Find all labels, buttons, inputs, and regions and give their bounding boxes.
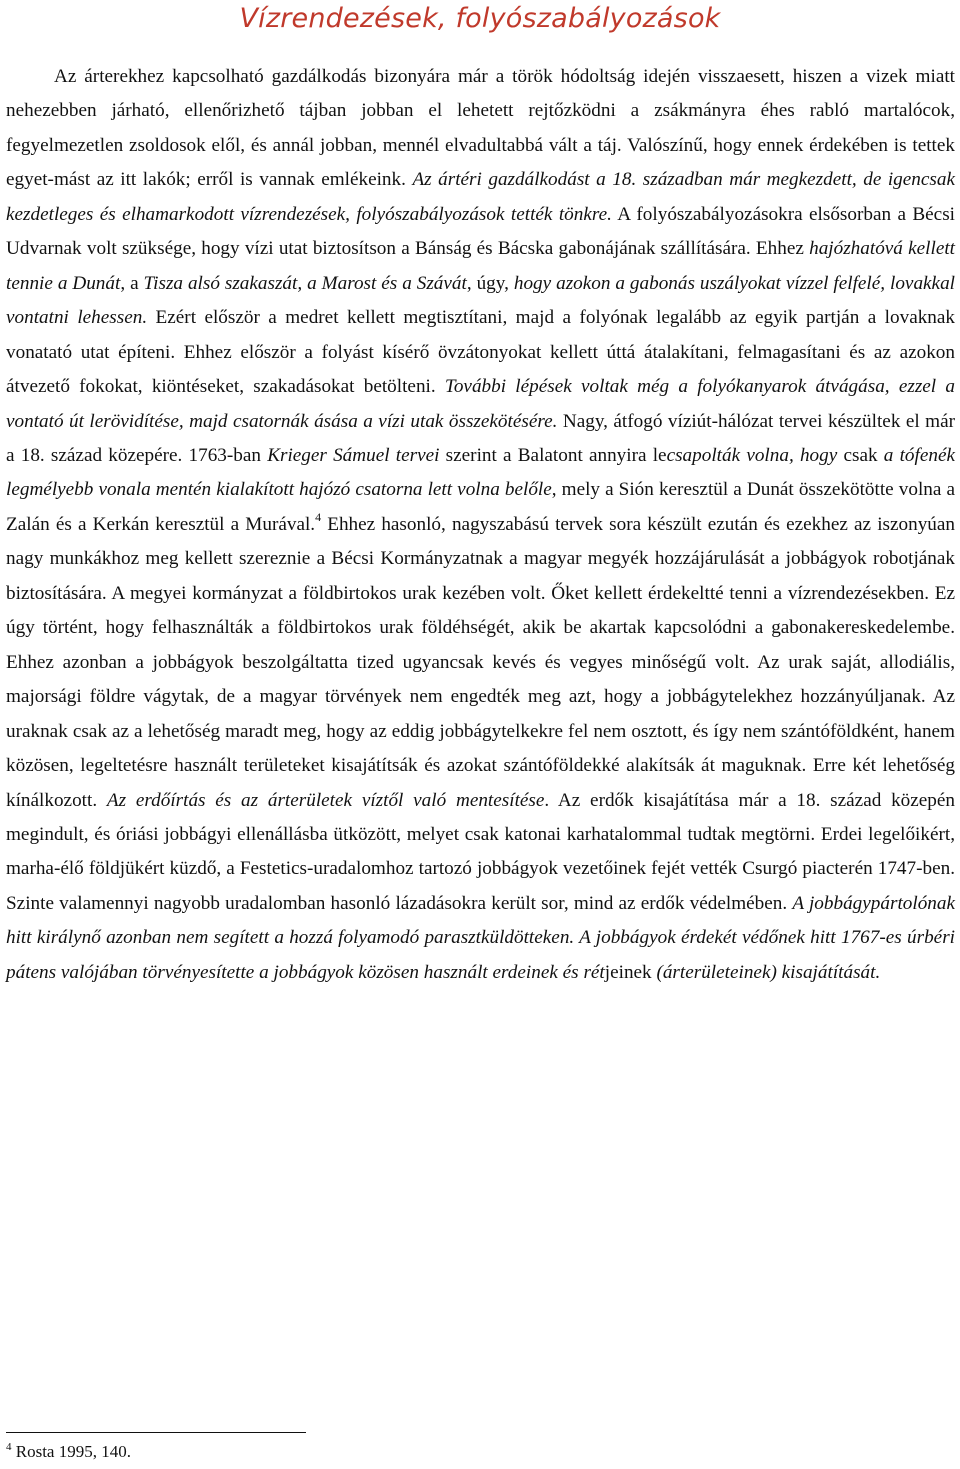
text-segment: jeinek xyxy=(604,961,657,983)
text-segment: Ezért először a medret kellett megtisztítani, majd a folyónak legalább az egyik partján a lovaknak vonatató utat építeni. Ehhez először a folyást kísérő övzátonyokat kellett úttá átalakítani, felmagasítani és az azokon átvezető fokokat, kiöntéseket, szakadásokat betölteni. xyxy=(6,307,956,398)
italic-segment: Krieger Sámuel tervei xyxy=(267,444,440,466)
text-segment: . Az erdők kisajátítása már a 18. század közepén megindult, és óriási jobbágyi ellenállásba ütközött, melyet csak katonai karhatalommal tudtak megtörni. Erdei legelőikért, marha-élő földjükért küzdő, a Festetics-uradalomhoz tartozó jobbágyok vezetőinek fejét vették Csurgó piacterén 1747-ben. Szinte valamennyi nagyobb uradalomban hasonló lázadásokra került sor, mind az erdők védelmében. xyxy=(6,789,955,914)
italic-segment: hogy azokon a gabonás uszályokat vízzel felfelé, lovakkal vontatni lehessen. xyxy=(6,272,955,329)
italic-segment: Tisza alsó szakaszát, a Marost és a Szávát xyxy=(143,272,467,294)
text-segment: , mely a Sión keresztül a Dunát összekötötte volna a Zalán és a Kerkán keresztül a Murával. xyxy=(6,479,955,535)
italic-segment: Az ártéri gazdálkodást a 18. században már megkezdett, de igencsak kezdetleges és elhamarkodott vízrendezések, folyószabályozások tették tönkre. xyxy=(6,169,955,225)
italic-segment: (árterületeinek) kisajátítását. xyxy=(656,961,881,983)
text-segment: Az árterekhez kapcsolható gazdálkodás bizonyára már a török hódoltság idején visszaesett, hiszen a vizek miatt nehezebben járható, ellenőrizhető tájban jobban el lehetett rejtőzködni a zsákmányra éhes rabló martalócok, fegyelmezetlen zsoldosok elől, és annál jobban, mennél elvadultabbá vált a táj. Valószínű, hogy ennek érdekében is tettek egyet-mást az itt lakók; erről is vannak emlékeink. xyxy=(6,66,955,191)
footnote-ref: 4 xyxy=(315,509,322,524)
text-segment: szerint a Balatont annyira le xyxy=(439,444,667,466)
footnote-number: 4 xyxy=(6,1441,12,1453)
footnote-divider xyxy=(6,1432,306,1433)
text-segment: Ehhez hasonló, nagyszabású tervek sora készült ezután és ezekhez az iszonyúan nagy munkákhoz meg kellett szereznie a Bécsi Kormányzatnak a magyar megyék hozzájárulását a jobbágyok robotjának biztosítására. A megyei kormányzat a földbirtokos urak kezében volt. Őket kellett érdekeltté tenni a vízrendezésekben. Ez úgy történt, hogy felhasználták a földbirtokos urak földéhségét, akik be akartak kapcsolódni a gabonakereskedelembe. Ehhez azonban a jobbágyok beszolgáltatta tized ugyancsak kevés és vegyes minőségű volt. Az urak saját, allodiális, majorsági földre vágytak, de a magyar törvények nem engedték meg azt, hogy a jobbágytelekhez hozzányúljanak. Az uraknak csak az a lehetőség maradt meg, hogy az eddig jobbágytelkekre fel nem osztott, és így nem szántóföldként, hanem közösen, legeltetésre használt területeket kisajátítsák és azokat szántóföldekké alakítsák át maguknak. Erre két lehetőség kínálkozott. xyxy=(6,513,955,811)
italic-segment: A jobbágypártolónak hitt királynő azonban nem segített a hozzá folyamodó parasztküldötteken. A jobbágyok érdekét védőnek hitt 1767-es úrbéri pátens valójában törvényesítette a jobbágyok közösen használt erdeinek és rét xyxy=(6,892,955,983)
text-segment: , a xyxy=(120,272,144,294)
main-paragraph xyxy=(6,60,955,990)
italic-segment: További lépések voltak még a folyókanyarok átvágása, ezzel a vontató út lerövidítése, majd csatornák ásása a vízi utak összekötésére. xyxy=(6,376,955,432)
footnote xyxy=(6,1440,906,1464)
italic-segment: a tófenék legmélyebb vonala mentén kialakított hajózó csatorna lett volna belőle xyxy=(6,444,955,501)
italic-segment: Az erdőírtás és az árterületek víztől való mentesítése xyxy=(106,789,545,811)
footnote-text: Rosta 1995, 140. xyxy=(11,1442,131,1461)
text-segment: , úgy, xyxy=(466,272,514,294)
text-segment: Nagy, átfogó víziút-hálózat tervei készültek el már a 18. század közepére. 1763-ban xyxy=(6,410,955,466)
text-segment: csak xyxy=(837,444,884,466)
text-segment: A folyószabályozásokra elsősorban a Bécsi Udvarnak volt szüksége, hogy vízi utat biztosítson a Bánság és Bácska gabonájának szállítására. Ehhez xyxy=(6,203,955,260)
italic-segment: csapolták volna, hogy xyxy=(666,444,838,466)
page-title: Vízrendezések, folyószabályozások xyxy=(239,3,721,34)
italic-segment: hajózhatóvá kellett tennie a Dunát xyxy=(6,238,955,294)
